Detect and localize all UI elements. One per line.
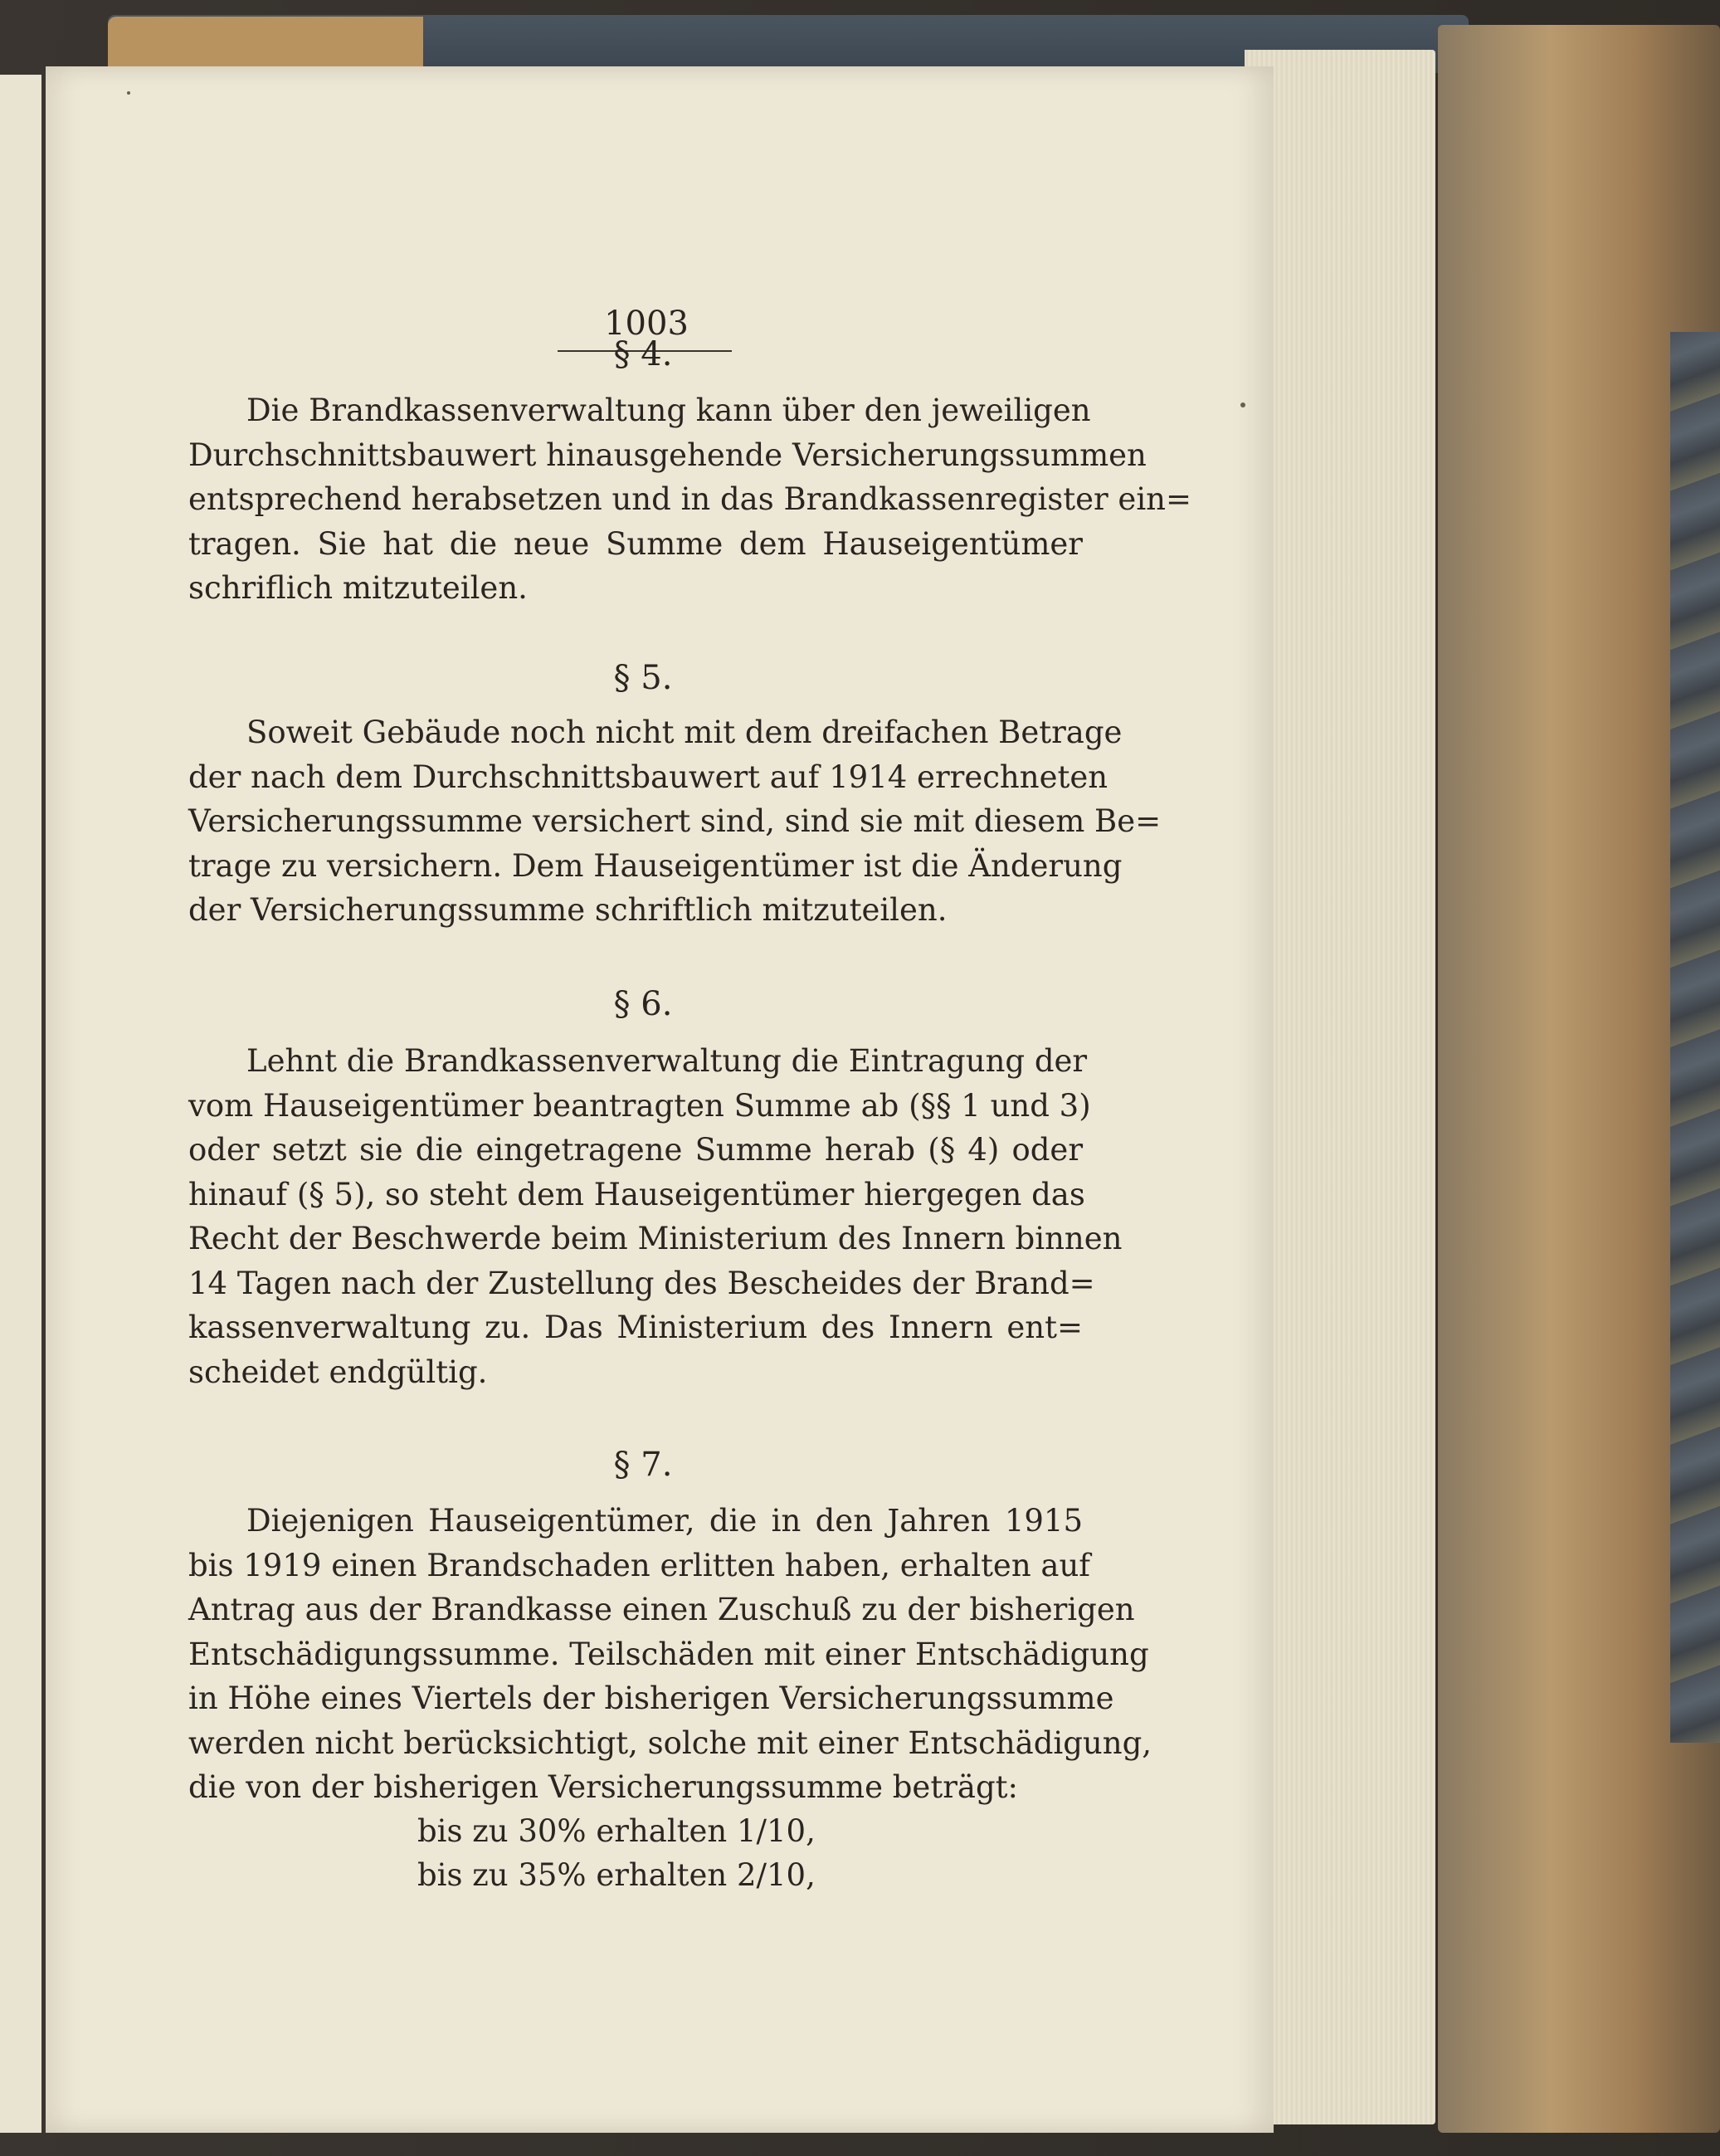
text-line: trage zu versichern. Dem Hauseigentümer ist die Änderung bbox=[188, 847, 1123, 884]
page-number: 1003 bbox=[604, 305, 689, 343]
text-line: tragen. Sie hat die neue Summe dem Hauseigentümer bbox=[188, 525, 1083, 562]
text-line: entsprechend herabsetzen und in das Brandkassenregister ein= bbox=[188, 481, 1191, 517]
previous-page-edge bbox=[0, 75, 41, 2133]
text-line: bis 1919 einen Brandschaden erlitten haben, erhalten auf bbox=[188, 1547, 1091, 1583]
text-line: werden nicht berücksichtigt, solche mit einer Entschädigung, bbox=[188, 1724, 1152, 1761]
text-line: die von der bisherigen Versicherungssumme beträgt: bbox=[188, 1769, 1018, 1805]
text-line: in Höhe eines Viertels der bisherigen Versicherungssumme bbox=[188, 1680, 1114, 1716]
text-line: hinauf (§ 5), so steht dem Hauseigentümer hiergegen das bbox=[188, 1176, 1085, 1212]
text-line: Recht der Beschwerde beim Ministerium des Innern binnen bbox=[188, 1221, 1123, 1256]
text-line: vom Hauseigentümer beantragten Summe ab (§§ 1 und 3) bbox=[188, 1087, 1091, 1124]
book-page bbox=[46, 66, 1274, 2133]
text-line: oder setzt sie die eingetragene Summe herab (§ 4) oder bbox=[188, 1132, 1083, 1168]
text-line: der nach dem Durchschnittsbauwert auf 1914 errechneten bbox=[188, 759, 1108, 795]
text-line: kassenverwaltung zu. Das Ministerium des Innern ent= bbox=[188, 1310, 1083, 1345]
book-corner-leather bbox=[108, 17, 423, 71]
marbled-cover bbox=[1670, 332, 1720, 1743]
text-line: Durchschnittsbauwert hinausgehende Versicherungssummen bbox=[188, 437, 1147, 473]
text-line: Soweit Gebäude noch nicht mit dem dreifachen Betrage bbox=[246, 715, 1123, 750]
text-line: Versicherungssumme versichert sind, sind sie mit diesem Be= bbox=[188, 803, 1162, 839]
section-heading-7: § 7. bbox=[613, 1446, 673, 1484]
section-4-paragraph bbox=[188, 388, 1191, 611]
text-line: der Versicherungssumme schriftlich mitzuteilen. bbox=[188, 892, 948, 928]
text-line: Die Brandkassenverwaltung kann über den jeweiligen bbox=[246, 393, 1091, 428]
text-line: 14 Tagen nach der Zustellung des Bescheides der Brand= bbox=[188, 1265, 1095, 1301]
text-line: scheidet endgültig. bbox=[188, 1354, 488, 1390]
section-heading-5: § 5. bbox=[613, 659, 673, 697]
section-heading-6: § 6. bbox=[613, 985, 673, 1023]
section-7-paragraph bbox=[188, 1499, 1152, 1810]
section-5-paragraph bbox=[188, 710, 1162, 933]
text-line: schriflich mitzuteilen. bbox=[188, 570, 528, 606]
list-item: bis zu 30% erhalten 1/10, bbox=[417, 1813, 816, 1849]
paper-speck bbox=[127, 91, 130, 95]
text-line: Entschädigungssumme. Teilschäden mit einer Entschädigung bbox=[188, 1636, 1149, 1672]
text-line: Diejenigen Hauseigentümer, die in den Jahren 1915 bbox=[246, 1503, 1083, 1539]
text-line: Antrag aus der Brandkasse einen Zuschuß zu der bisherigen bbox=[188, 1592, 1135, 1627]
list-item: bis zu 35% erhalten 2/10, bbox=[417, 1857, 816, 1893]
section-heading-4: § 4. bbox=[613, 335, 673, 373]
section-6-paragraph bbox=[188, 1039, 1123, 1394]
paper-speck bbox=[1240, 402, 1245, 407]
text-line: Lehnt die Brandkassenverwaltung die Eintragung der bbox=[246, 1043, 1088, 1079]
